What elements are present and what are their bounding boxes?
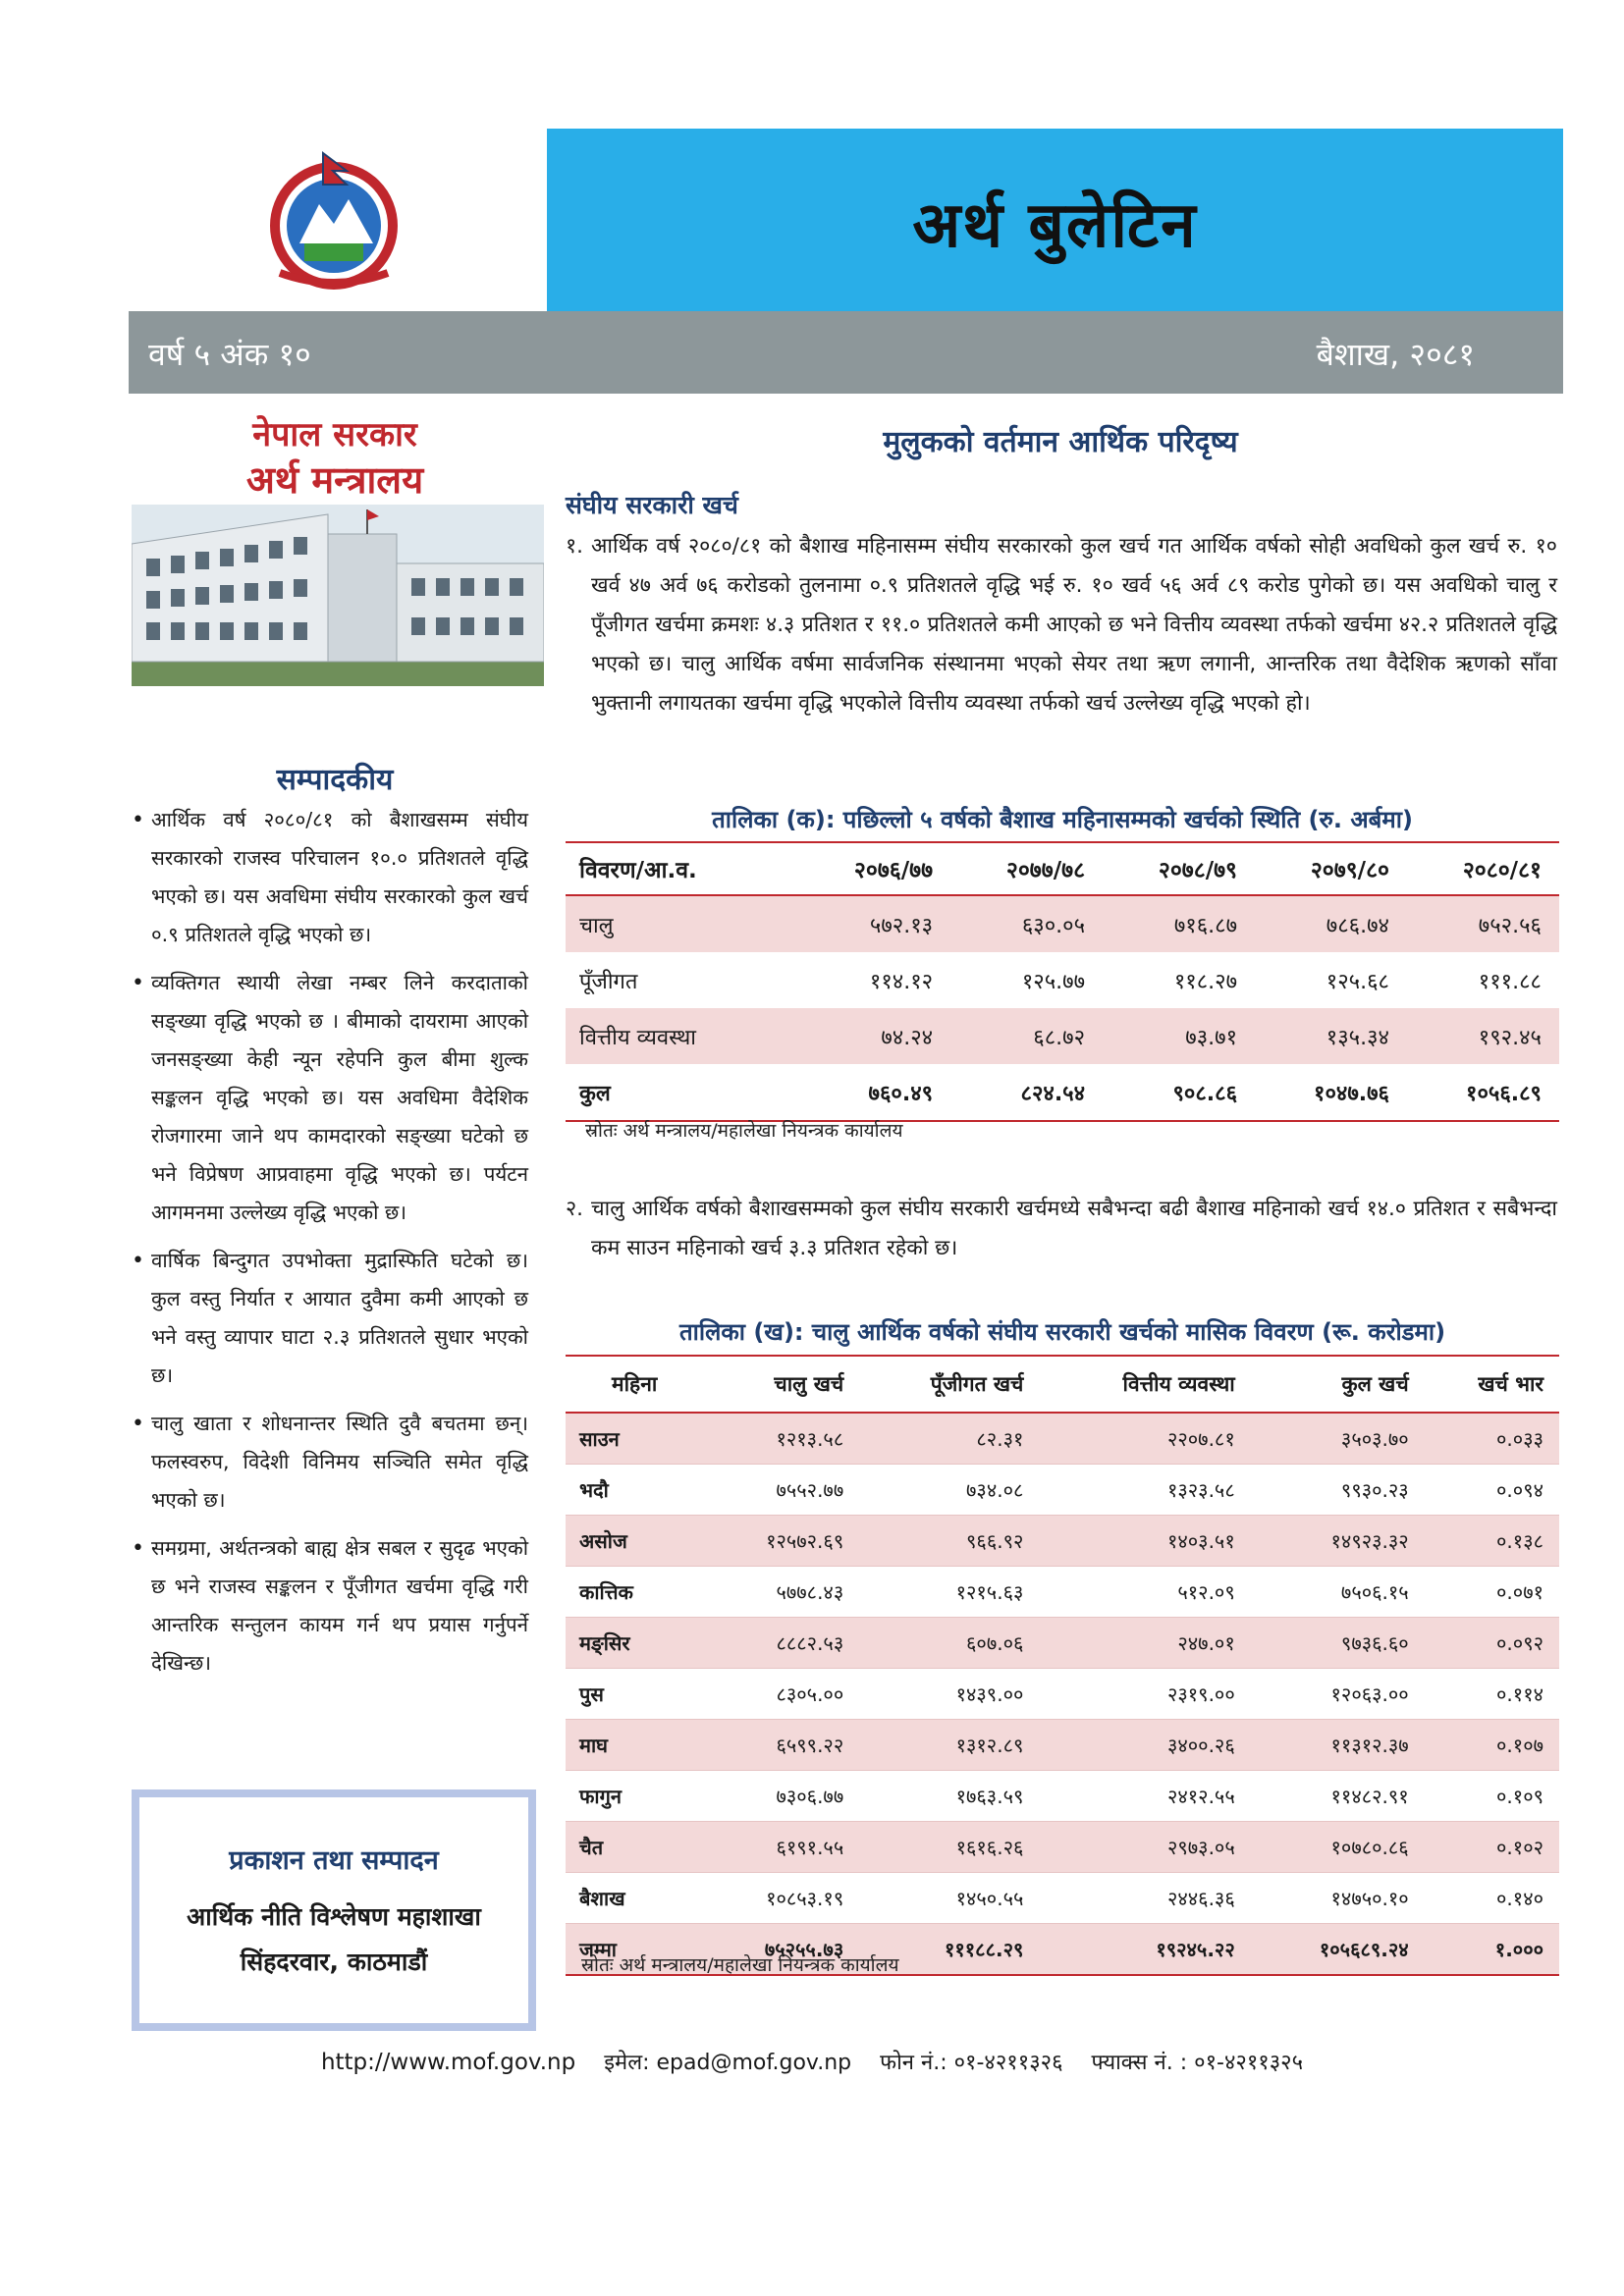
column-header: वित्तीय व्यवस्था bbox=[1039, 1356, 1250, 1413]
table-b-title: तालिका (ख): चालु आर्थिक वर्षको संघीय सरकारी खर्चको मासिक विवरण (रू. करोडमा) bbox=[678, 1318, 1446, 1346]
total-cell: १०५६८९.२४ bbox=[1251, 1924, 1425, 1976]
table-b bbox=[566, 1355, 1559, 1976]
paragraph-number: २. bbox=[566, 1197, 584, 1221]
table-cell: ०.०९२ bbox=[1425, 1618, 1559, 1669]
table-cell: १३२३.५८ bbox=[1039, 1465, 1250, 1516]
editorial-point: • वार्षिक बिन्दुगत उपभोक्ता मुद्रास्फिति घटेको छ। कुल वस्तु निर्यात र आयात दुवैमा कमी आएको छ भने वस्तु व्यापार घाटा २.३ प्रतिशतले सुधार भएको छ। bbox=[132, 1242, 528, 1395]
table-cell: ७५५२.७७ bbox=[702, 1465, 859, 1516]
editorial-list bbox=[132, 801, 528, 1692]
table-cell: ६३०.०५ bbox=[950, 895, 1103, 952]
issue-number: वर्ष ५ अंक १० bbox=[148, 336, 311, 373]
table-cell: १३१२.८९ bbox=[859, 1720, 1039, 1771]
row-label: पूँजीगत bbox=[579, 969, 638, 994]
column-header: पूँजीगत खर्च bbox=[859, 1356, 1039, 1413]
table-cell: १२५.७७ bbox=[1021, 969, 1086, 994]
table-cell: १४५०.५५ bbox=[859, 1873, 1039, 1924]
total-cell: १.००० bbox=[1425, 1924, 1559, 1976]
website-link[interactable]: http://www.mof.gov.np bbox=[320, 2050, 576, 2075]
table-row bbox=[566, 1516, 1559, 1567]
bulletin-title: अर्थ बुलेटिन bbox=[912, 188, 1198, 262]
total-label: कुल bbox=[566, 1064, 798, 1121]
row-label: चैत bbox=[566, 1822, 702, 1873]
table-row bbox=[566, 1567, 1559, 1618]
table-a bbox=[566, 841, 1559, 1122]
table-cell: ६१९१.५५ bbox=[702, 1822, 859, 1873]
phone-text: फोन नं.: ०१-४२११३२६ bbox=[880, 2051, 1063, 2075]
total-cell: ९०८.८६ bbox=[1103, 1064, 1255, 1121]
row-label: पुस bbox=[566, 1669, 702, 1720]
column-header: २०७६/७७ bbox=[798, 842, 950, 895]
editorial-point: • समग्रमा, अर्थतन्त्रको बाह्य क्षेत्र सबल र सुदृढ भएको छ भने राजस्व सङ्कलन र पूँजीगत खर्चमा वृद्धि गरी आन्तरिक सन्तुलन कायम गर्न थप प्रयास गर्नुपर्ने देखिन्छ। bbox=[132, 1529, 528, 1682]
paragraph-2 bbox=[566, 1190, 1557, 1268]
table-cell: १४९२३.३२ bbox=[1251, 1516, 1425, 1567]
sub-heading: संघीय सरकारी खर्च bbox=[566, 491, 738, 519]
table-row bbox=[566, 1720, 1559, 1771]
table-cell: ३४००.२६ bbox=[1039, 1720, 1250, 1771]
table-cell: १२०६३.०० bbox=[1251, 1669, 1425, 1720]
table-cell: २९७३.०५ bbox=[1039, 1822, 1250, 1873]
publication-title: प्रकाशन तथा सम्पादन bbox=[229, 1845, 439, 1876]
table-row bbox=[566, 1873, 1559, 1924]
publication-box bbox=[132, 1789, 536, 2031]
total-cell: ७५२५५.७३ bbox=[702, 1924, 859, 1976]
table-cell: ७८६.७४ bbox=[1255, 895, 1407, 952]
row-label: चालु bbox=[566, 895, 798, 952]
table-cell: ७५०६.१५ bbox=[1251, 1567, 1425, 1618]
table-cell: १२१५.६३ bbox=[859, 1567, 1039, 1618]
table-row bbox=[566, 1413, 1559, 1465]
table-cell: १०८५३.१९ bbox=[702, 1873, 859, 1924]
issue-bar bbox=[129, 311, 1563, 394]
table-cell: १३५.३४ bbox=[1255, 1008, 1407, 1064]
paragraph-text: आर्थिक वर्ष २०८०/८१ को बैशाख महिनासम्म संघीय सरकारको कुल खर्च गत आर्थिक वर्षको सोही अवधिको कुल खर्च रु. १० खर्व ४७ अर्व ७६ करोडको तुलनामा ०.९ प्रतिशतले वृद्धि भई रु. १० खर्व ५६ अर्व ८९ करोड पुगेको छ। यस अवधिको चालु र पूँजीगत खर्चमा क्रमशः ४.३ प्रतिशत र ११.० प्रतिशतले कमी आएको छ भने वित्तीय व्यवस्था तर्फको खर्चमा ४२.२ प्रतिशतले वृद्धि भएको छ। चालु आर्थिक वर्षमा सार्वजनिक संस्थानमा भएको सेयर तथा ऋण लगानी, आन्तरिक तथा वैदेशिक ऋणको साँवा भुक्तानी लगायतका खर्चमा वृद्धि भएकोले वित्तीय व्यवस्था तर्फको खर्च उल्लेख्य वृद्धि भएको हो। bbox=[591, 534, 1557, 716]
table-cell: २४१२.५५ bbox=[1039, 1771, 1250, 1822]
paragraph-number: १. bbox=[566, 534, 584, 559]
table-cell: ५७२.१३ bbox=[798, 895, 950, 952]
table-cell: ३५०३.७० bbox=[1251, 1413, 1425, 1465]
total-row bbox=[566, 1064, 1559, 1121]
table-cell: ७४.२४ bbox=[798, 1008, 950, 1064]
total-cell: १०४७.७६ bbox=[1255, 1064, 1407, 1121]
table-cell: १२५७२.६९ bbox=[702, 1516, 859, 1567]
email-text: इमेल: epad@mof.gov.np bbox=[604, 2051, 852, 2075]
table-cell: ६५९९.२२ bbox=[702, 1720, 859, 1771]
table-cell: २२०७.८१ bbox=[1039, 1413, 1250, 1465]
publication-division: आर्थिक नीति विश्लेषण महाशाखा bbox=[187, 1902, 481, 1931]
table-cell: १४३९.०० bbox=[859, 1669, 1039, 1720]
row-label: माघ bbox=[566, 1720, 702, 1771]
table-header-row bbox=[566, 1356, 1559, 1413]
row-label: वित्तीय व्यवस्था bbox=[566, 1008, 798, 1064]
table-row bbox=[566, 952, 1559, 1008]
table-cell: ७३०६.७७ bbox=[702, 1771, 859, 1822]
total-cell: १०५६.८९ bbox=[1407, 1064, 1559, 1121]
row-label: बैशाख bbox=[566, 1873, 702, 1924]
editorial-point: • चालु खाता र शोधनान्तर स्थिति दुवै बचतमा छन्। फलस्वरुप, विदेशी विनिमय सञ्चिति समेत वृद्धि भएको छ। bbox=[132, 1405, 528, 1520]
table-row bbox=[566, 1465, 1559, 1516]
column-header: कुल खर्च bbox=[1251, 1356, 1425, 1413]
table-cell: ०.१०७ bbox=[1425, 1720, 1559, 1771]
table-cell: ११८.२७ bbox=[1173, 969, 1238, 994]
row-label: फागुन bbox=[566, 1771, 702, 1822]
table-cell: ०.०९४ bbox=[1425, 1465, 1559, 1516]
column-header: २०७९/८० bbox=[1255, 842, 1407, 895]
table-cell: १४०३.५१ bbox=[1039, 1516, 1250, 1567]
table-cell: २४४६.३६ bbox=[1039, 1873, 1250, 1924]
total-cell: ८२४.५४ bbox=[950, 1064, 1103, 1121]
table-cell: १६१६.२६ bbox=[859, 1822, 1039, 1873]
paragraph-text: चालु आर्थिक वर्षको बैशाखसम्मको कुल संघीय सरकारी खर्चमध्ये सबैभन्दा बढी बैशाख महिनाको खर्च १४.० प्रतिशत र सबैभन्दा कम साउन महिनाको खर्च ३.३ प्रतिशत रहेको छ। bbox=[591, 1197, 1557, 1260]
table-cell: ९७३६.६० bbox=[1251, 1618, 1425, 1669]
total-label: जम्मा bbox=[566, 1924, 702, 1976]
row-label: भदौ bbox=[566, 1465, 702, 1516]
table-cell: १२५.६८ bbox=[1326, 969, 1389, 994]
nepal-emblem-logo bbox=[250, 145, 417, 293]
table-cell: ११४८२.९१ bbox=[1251, 1771, 1425, 1822]
table-b-source: स्रोतः अर्थ मन्त्रालय/महालेखा नियन्त्रक कार्यालय bbox=[581, 1954, 899, 1976]
table-cell: ११३१२.३७ bbox=[1251, 1720, 1425, 1771]
table-cell: १७६३.५९ bbox=[859, 1771, 1039, 1822]
table-cell: ५१२.०९ bbox=[1039, 1567, 1250, 1618]
issue-date: बैशाख, २०८१ bbox=[1316, 336, 1475, 373]
table-cell: १०७८०.८६ bbox=[1251, 1822, 1425, 1873]
table-cell: ७३४.०८ bbox=[859, 1465, 1039, 1516]
section-title: मुलुकको वर्तमान आर्थिक परिदृष्य bbox=[883, 425, 1238, 459]
column-header: २०८०/८१ bbox=[1407, 842, 1559, 895]
table-cell: ९६६.९२ bbox=[859, 1516, 1039, 1567]
table-row bbox=[566, 1669, 1559, 1720]
table-cell: १९२.४५ bbox=[1407, 1008, 1559, 1064]
table-header-row bbox=[566, 842, 1559, 895]
column-header: २०७८/७९ bbox=[1103, 842, 1255, 895]
column-header: चालु खर्च bbox=[702, 1356, 859, 1413]
table-cell: १२१३.५८ bbox=[702, 1413, 859, 1465]
table-a-source: स्रोतः अर्थ मन्त्रालय/महालेखा नियन्त्रक कार्यालय bbox=[585, 1120, 903, 1142]
table-cell: ८२.३१ bbox=[859, 1413, 1039, 1465]
editorial-title: सम्पादकीय bbox=[276, 763, 394, 797]
row-label: कात्तिक bbox=[566, 1567, 702, 1618]
column-header: महिना bbox=[566, 1356, 702, 1413]
table-cell: १४७५०.१० bbox=[1251, 1873, 1425, 1924]
table-cell: २४७.०१ bbox=[1039, 1618, 1250, 1669]
row-label: साउन bbox=[566, 1413, 702, 1465]
total-cell: ७६०.४९ bbox=[798, 1064, 950, 1121]
table-cell: ०.११४ bbox=[1425, 1669, 1559, 1720]
table-cell: ११४.१२ bbox=[869, 969, 934, 994]
table-cell: ९९३०.२३ bbox=[1251, 1465, 1425, 1516]
footer bbox=[0, 2047, 1624, 2076]
table-a-title: तालिका (क): पछिल्लो ५ वर्षको बैशाख महिनासम्मको खर्चको स्थिति (रु. अर्बमा) bbox=[712, 806, 1413, 833]
table-row bbox=[566, 1771, 1559, 1822]
publication-address: सिंहदरवार, काठमाडौं bbox=[240, 1948, 428, 1976]
table-row bbox=[566, 1008, 1559, 1064]
table-row bbox=[566, 895, 1559, 952]
government-name: नेपाल सरकार bbox=[252, 415, 417, 454]
column-header: खर्च भार bbox=[1425, 1356, 1559, 1413]
table-cell: ०.१०९ bbox=[1425, 1771, 1559, 1822]
column-header: २०७७/७८ bbox=[950, 842, 1103, 895]
editorial-point: • व्यक्तिगत स्थायी लेखा नम्बर लिने करदाताको सङ्ख्या वृद्धि भएको छ । बीमाको दायरामा आएको जनसङ्ख्या केही न्यून रहेपनि कुल बीमा शुल्क सङ्कलन वृद्धि भएको छ। यस अवधिमा वैदेशिक रोजगारमा जाने थप कामदारको सङ्ख्या घटेको छ भने विप्रेषण आप्रवाहमा वृद्धि भएको छ। पर्यटन आगमनमा उल्लेख्य वृद्धि भएको छ। bbox=[132, 964, 528, 1232]
column-header: विवरण/आ.व. bbox=[566, 842, 798, 895]
total-cell: १११८८.२९ bbox=[859, 1924, 1039, 1976]
table-cell: ६०७.०६ bbox=[859, 1618, 1039, 1669]
table-row bbox=[566, 1822, 1559, 1873]
row-label: मङ्सिर bbox=[566, 1618, 702, 1669]
editorial-point: • आर्थिक वर्ष २०८०/८१ को बैशाखसम्म संघीय सरकारको राजस्व परिचालन १०.० प्रतिशतले वृद्धि भएको छ। यस अवधिमा संघीय सरकारको कुल खर्च ०.९ प्रतिशतले वृद्धि भएको छ। bbox=[132, 801, 528, 954]
row-label: असोज bbox=[566, 1516, 702, 1567]
table-cell: ६८.७२ bbox=[950, 1008, 1103, 1064]
table-cell: ०.१३८ bbox=[1425, 1516, 1559, 1567]
table-cell: ७१६.८७ bbox=[1103, 895, 1255, 952]
table-cell: २३१९.०० bbox=[1039, 1669, 1250, 1720]
table-cell: ८३०५.०० bbox=[702, 1669, 859, 1720]
total-cell: १९२४५.२२ bbox=[1039, 1924, 1250, 1976]
paragraph-1 bbox=[566, 527, 1557, 723]
ministry-name: अर्थ मन्त्रालय bbox=[245, 457, 424, 502]
table-row bbox=[566, 1618, 1559, 1669]
table-cell: ७३.७१ bbox=[1103, 1008, 1255, 1064]
table-cell: ०.१०२ bbox=[1425, 1822, 1559, 1873]
table-cell: ७५२.५६ bbox=[1407, 895, 1559, 952]
table-cell: ०.०७१ bbox=[1425, 1567, 1559, 1618]
table-cell: १११.८८ bbox=[1478, 969, 1542, 994]
table-cell: ५७७८.४३ bbox=[702, 1567, 859, 1618]
fax-text: फ्याक्स नं. : ०१-४२११३२५ bbox=[1091, 2051, 1304, 2075]
masthead-banner bbox=[547, 129, 1563, 311]
table-cell: ०.०३३ bbox=[1425, 1413, 1559, 1465]
ministry-building-photo bbox=[132, 505, 544, 686]
table-cell: ०.१४० bbox=[1425, 1873, 1559, 1924]
table-cell: ८८८२.५३ bbox=[702, 1618, 859, 1669]
